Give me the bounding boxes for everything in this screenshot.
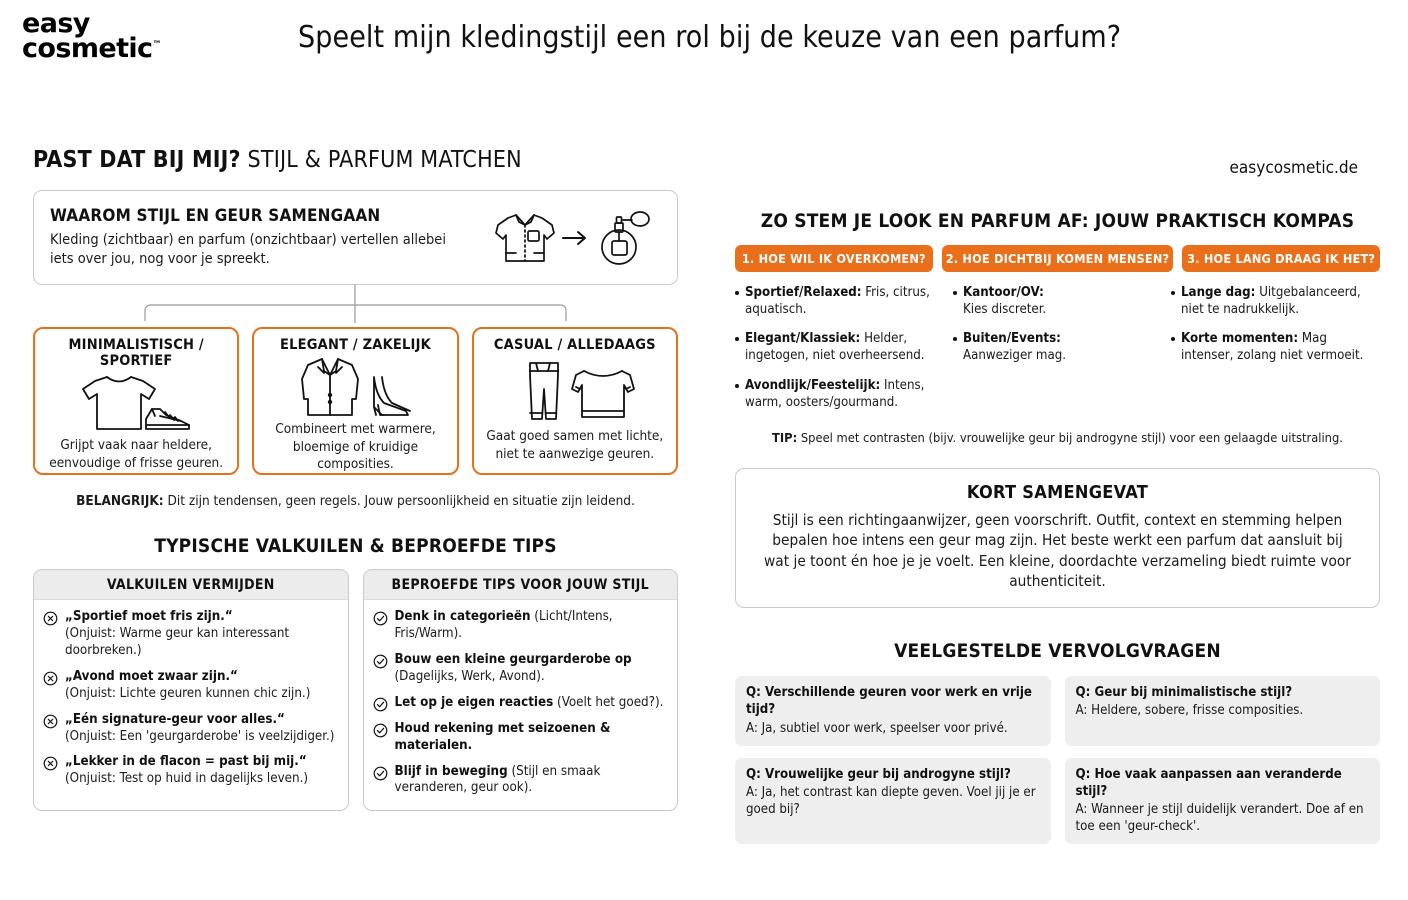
list-item-text — [65, 609, 338, 660]
important-note-text: Dit zijn tendensen, geen regels. Jouw persoonlijkheid en situatie zijn leidend. — [163, 493, 635, 510]
right-column — [735, 148, 1380, 844]
list-item-bold: Elegant/Klassiek: — [745, 331, 861, 347]
intro-title: WAAROM STIJL EN GEUR SAMENGAAN — [50, 205, 381, 226]
list-item-text — [745, 284, 944, 318]
list-item — [373, 695, 668, 712]
list-item-bold: Bouw een kleine geurgarderobe op — [394, 652, 632, 668]
compass-column-1 — [735, 284, 944, 423]
faq-answer: A: Ja, het contrast kan diepte geven. Voel jij je er goed bij? — [746, 784, 1036, 818]
list-item — [373, 721, 668, 755]
list-item-bold: „Avond moet zwaar zijn.“ — [65, 668, 238, 684]
summary-text: Stijl is een richtingaanwijzer, geen voorschrift. Outfit, context en stemming helpen bepalen hoe intens een geur mag zijn. Het beste werkt een parfum dat aansluit bij wat je toont én hoe je je voelt. Een kleine, doordachte verzameling biedt ruimte voor authenticiteit. — [764, 510, 1351, 590]
faq-question: Q: Geur bij minimalistische stijl? — [1075, 685, 1293, 701]
list-item-bold: Sportief/Relaxed: — [745, 285, 862, 300]
faq-answer: A: Wanneer je stijl duidelijk verandert. Doe af en toe een 'geur-check'. — [1075, 802, 1364, 835]
list-item — [735, 330, 944, 364]
compass-tip-text: Speel met contrasten (bijv. vrouwelijke geur bij androgyne stijl) voor een gelaagde uitstraling. — [797, 430, 1343, 446]
shirt-icon — [494, 209, 556, 267]
list-item-text — [1181, 284, 1380, 318]
list-item-rest: Mag intenser, zolang niet vermoeit. — [1181, 331, 1364, 364]
list-item-bold: „Lekker in de flacon = past bij mij.“ — [65, 754, 307, 770]
list-item-text — [963, 284, 1046, 318]
list-item — [43, 712, 338, 746]
intro-card — [33, 190, 678, 285]
cross-circle-icon — [43, 611, 58, 626]
list-item-text — [963, 330, 1066, 364]
compass-badge-row — [735, 245, 1380, 272]
list-item-bold: Korte momenten: — [1181, 331, 1299, 347]
right-section-heading: ZO STEM JE LOOK EN PARFUM AF: JOUW PRAKTISCH KOMPAS — [760, 210, 1355, 232]
left-section-heading-rest: STIJL & PARFUM MATCHEN — [240, 147, 522, 173]
list-item — [953, 330, 1162, 364]
important-note-label: BELANGRIJK: — [76, 493, 164, 510]
pitfalls-panel-body — [34, 600, 348, 796]
bullet-dot-icon — [1171, 291, 1175, 295]
connector-tree — [33, 285, 678, 327]
category-card-minimalistisch — [33, 327, 239, 475]
list-item-rest: Helder, ingetogen, niet overheersend. — [745, 331, 925, 364]
faq-card — [735, 676, 1051, 745]
logo-line-1: easy — [22, 8, 90, 39]
list-item-bold: Buiten/Events: — [963, 331, 1061, 347]
list-item-rest: (Stijl en smaak veranderen, geur ook). — [394, 763, 601, 796]
perfume-bottle-icon — [594, 209, 654, 267]
tips-panel — [363, 569, 679, 811]
list-item-rest: Uitgebalanceerd, niet te nadrukkelijk. — [1181, 285, 1361, 318]
important-note — [33, 493, 678, 509]
list-item-text — [395, 695, 664, 712]
list-item-rest: (Dagelijks, Werk, Avond). — [394, 668, 545, 684]
list-item-bold: Blijf in beweging — [394, 763, 508, 779]
compass-tip — [735, 431, 1380, 446]
compass-columns — [735, 284, 1380, 423]
trademark-symbol: ™ — [152, 39, 162, 50]
bullet-dot-icon — [735, 384, 739, 388]
list-item-bold: Houd rekening met seizoenen & materialen. — [394, 720, 611, 753]
cross-circle-icon — [43, 714, 58, 729]
summary-card — [735, 468, 1380, 608]
category-title: CASUAL / ALLEDAAGS — [493, 337, 656, 354]
faq-answer: A: Heldere, sobere, frisse composities. — [1075, 703, 1304, 719]
category-card-casual — [472, 327, 678, 475]
page-title: Speelt mijn kledingstijl een rol bij de keuze van een parfum? — [298, 20, 1122, 55]
category-row — [33, 327, 678, 475]
list-item-bold: Avondlijk/Feestelijk: — [745, 377, 881, 393]
check-circle-icon — [373, 766, 388, 781]
tips-panel-header: BEPROEFDE TIPS VOOR JOUW STIJL — [364, 570, 678, 600]
list-item — [43, 609, 338, 660]
list-item-rest: Intens, warm, oosters/gourmand. — [745, 377, 925, 410]
category-card-elegant — [252, 327, 458, 475]
list-item — [1171, 330, 1380, 364]
bullet-dot-icon — [735, 291, 739, 295]
list-item-rest: Kies discreter. — [963, 302, 1047, 318]
list-item-text — [745, 377, 944, 411]
check-circle-icon — [373, 654, 388, 669]
list-item-text — [65, 712, 334, 746]
list-item-text — [65, 669, 310, 703]
cross-circle-icon — [43, 756, 58, 771]
faq-question: Q: Hoe vaak aanpassen aan veranderde stijl? — [1075, 766, 1342, 799]
bullet-dot-icon — [953, 291, 957, 295]
summary-title: KORT SAMENGEVAT — [966, 481, 1149, 503]
list-item — [373, 652, 668, 686]
faq-card — [735, 758, 1051, 845]
list-item-text — [745, 330, 944, 364]
list-item-bold: Denk in categorieën — [394, 609, 531, 625]
list-item-text — [395, 721, 668, 755]
blazer-heels-icon — [294, 353, 416, 421]
arrow-right-icon — [562, 229, 588, 247]
list-item-text — [395, 652, 632, 686]
check-circle-icon — [373, 723, 388, 738]
category-description: Combineert met warmere, bloemige of kruidige composities. — [275, 421, 436, 473]
site-url: easycosmetic.de — [1229, 158, 1358, 178]
compass-badge-2[interactable]: 2. HOE DICHTBIJ KOMEN MENSEN? — [942, 245, 1174, 272]
list-item-text — [395, 609, 668, 643]
pitfalls-panel — [33, 569, 349, 811]
faq-question: Q: Verschillende geuren voor werk en vrije tijd? — [746, 685, 1032, 718]
category-description: Gaat goed samen met lichte, niet te aanwezige geuren. — [486, 428, 664, 462]
category-title: MINIMALISTISCH / SPORTIEF — [68, 337, 204, 370]
left-section-heading-bold: PAST DAT BIJ MIJ? — [33, 147, 241, 173]
jeans-sweater-icon — [514, 353, 636, 428]
category-description: Grijpt vaak naar heldere, eenvoudige of frisse geuren. — [49, 437, 224, 471]
left-section-heading — [33, 148, 678, 173]
check-circle-icon — [373, 697, 388, 712]
list-item-text — [395, 764, 668, 798]
list-item — [373, 609, 668, 643]
bullet-dot-icon — [735, 337, 739, 341]
list-item-text — [1181, 330, 1380, 364]
list-item-rest: Aanweziger mag. — [963, 348, 1067, 364]
compass-column-3 — [1171, 284, 1380, 423]
faq-heading: VEELGESTELDE VERVOLGVRAGEN — [894, 640, 1221, 663]
cross-circle-icon — [43, 671, 58, 686]
list-item — [735, 284, 944, 318]
list-item — [373, 764, 668, 798]
compass-badge-1[interactable]: 1. HOE WIL IK OVERKOMEN? — [735, 245, 933, 272]
list-item — [43, 754, 338, 788]
list-item-bold: „Sportief moet fris zijn.“ — [65, 609, 233, 625]
pitfalls-tips-row — [33, 569, 678, 811]
list-item-rest: (Licht/Intens, Fris/Warm). — [394, 609, 613, 642]
page-header — [0, 0, 1408, 118]
list-item — [43, 669, 338, 703]
list-item — [735, 377, 944, 411]
list-item-rest: (Onjuist: Lichte geuren kunnen chic zijn.) — [65, 685, 311, 701]
list-item-bold: Lange dag: — [1181, 285, 1256, 300]
category-title: ELEGANT / ZAKELIJK — [280, 337, 431, 354]
list-item — [1171, 284, 1380, 318]
check-circle-icon — [373, 611, 388, 626]
compass-badge-3[interactable]: 3. HOE LANG DRAAG IK HET? — [1182, 245, 1380, 272]
list-item-rest: (Onjuist: Een 'geurgarderobe' is veelzijdiger.) — [65, 728, 335, 744]
list-item-rest: Fris, citrus, aquatisch. — [745, 285, 930, 318]
faq-card — [1065, 758, 1381, 845]
tshirt-sneaker-icon — [77, 369, 195, 437]
faq-grid — [735, 676, 1380, 844]
list-item-bold: Kantoor/OV: — [963, 285, 1044, 300]
list-item-bold: „Eén signature-geur voor alles.“ — [65, 711, 285, 727]
list-item-rest: (Onjuist: Warme geur kan interessant doorbreken.) — [65, 626, 290, 659]
intro-body: Kleding (zichtbaar) en parfum (onzichtbaar) vertellen allebei iets over jou, nog voor je spreekt. — [50, 231, 446, 268]
faq-answer: A: Ja, subtiel voor werk, speelser voor privé. — [746, 720, 1008, 736]
intro-icon-group — [486, 209, 661, 267]
compass-column-2 — [953, 284, 1162, 423]
left-column — [33, 148, 678, 811]
bullet-dot-icon — [1171, 337, 1175, 341]
bullet-dot-icon — [953, 337, 957, 341]
compass-tip-label: TIP: — [772, 430, 798, 446]
tips-panel-body — [364, 600, 678, 805]
list-item-rest: (Voelt het goed?). — [553, 694, 664, 710]
list-item-bold: Let op je eigen reacties — [394, 694, 554, 710]
list-item — [953, 284, 1162, 318]
intro-text-block — [50, 206, 486, 270]
pitfalls-panel-header: VALKUILEN VERMIJDEN — [34, 570, 348, 600]
list-item-text — [65, 754, 308, 788]
list-item-rest: (Onjuist: Test op huid in dagelijks leven.) — [65, 771, 309, 787]
brand-logo — [22, 8, 202, 64]
logo-line-2: cosmetic™ — [22, 32, 162, 64]
faq-card — [1065, 676, 1381, 745]
faq-question: Q: Vrouwelijke geur bij androgyne stijl? — [746, 766, 1011, 782]
pitfalls-tips-heading: TYPISCHE VALKUILEN & BEPROEFDE TIPS — [154, 535, 557, 558]
